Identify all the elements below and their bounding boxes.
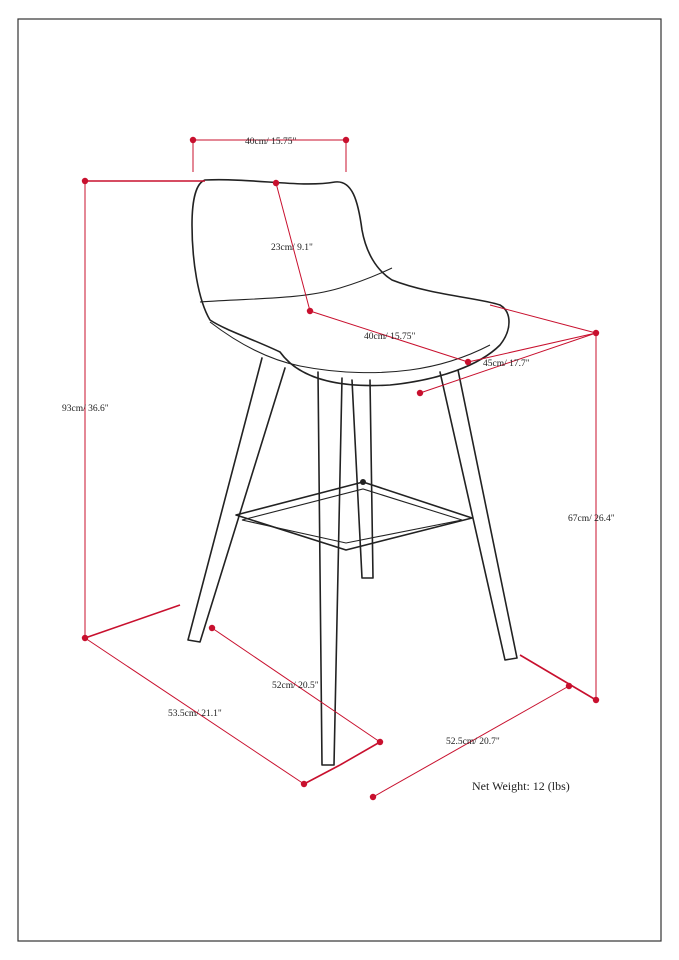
net-weight: Net Weight: 12 (lbs) [472, 779, 570, 793]
dim-seat-height-bottom [520, 655, 596, 700]
dot-back-width-left [190, 137, 196, 143]
dot-seat-height-bottom [593, 697, 599, 703]
seat-seam [200, 268, 392, 302]
label-base-inner: 52cm/ 20.5" [272, 681, 319, 691]
label-seat-width: 40cm/ 15.75" [364, 332, 416, 342]
dot-back-top [273, 180, 279, 186]
label-base-right: 52.5cm/ 20.7" [446, 737, 500, 747]
dot-base-right-start [370, 794, 376, 800]
dim-seat-depth-1 [468, 333, 596, 362]
label-overall-height: 93cm/ 36.6" [62, 404, 109, 414]
label-base-left: 53.5cm/ 21.1" [168, 709, 222, 719]
dot-base-right-end [566, 683, 572, 689]
label-seat-height: 67cm/ 26.4" [568, 514, 615, 524]
dot-seat-depth-end [417, 390, 423, 396]
dim-seat-back-extension [490, 305, 596, 333]
label-seat-depth: 45cm/ 17.7" [483, 359, 530, 369]
leg-front-left [188, 358, 285, 642]
leg-right [440, 370, 517, 660]
dim-base-inner-end [340, 742, 380, 765]
dim-overall-height-bottom [85, 605, 180, 638]
dot-seat-front [465, 359, 471, 365]
leg-front-center [318, 372, 342, 765]
stool-outline [188, 180, 517, 765]
dot-overall-bottom [82, 635, 88, 641]
label-seat-back-width: 40cm/ 15.75" [245, 137, 297, 147]
label-back-height: 23cm/ 9.1" [271, 243, 313, 253]
dot-back-width-right [343, 137, 349, 143]
seat-shell [192, 180, 509, 386]
dot-seat-corner [593, 330, 599, 336]
footrest-inner [242, 489, 462, 543]
dot-overall-top [82, 178, 88, 184]
dot-back-bottom [307, 308, 313, 314]
seat-underside [210, 322, 490, 373]
dim-base-left-end [304, 765, 340, 784]
dot-base-left-end [301, 781, 307, 787]
dot-base-inner-start [209, 625, 215, 631]
dot-base-inner-end [377, 739, 383, 745]
footrest [236, 482, 472, 550]
footrest-bolt [360, 479, 366, 485]
